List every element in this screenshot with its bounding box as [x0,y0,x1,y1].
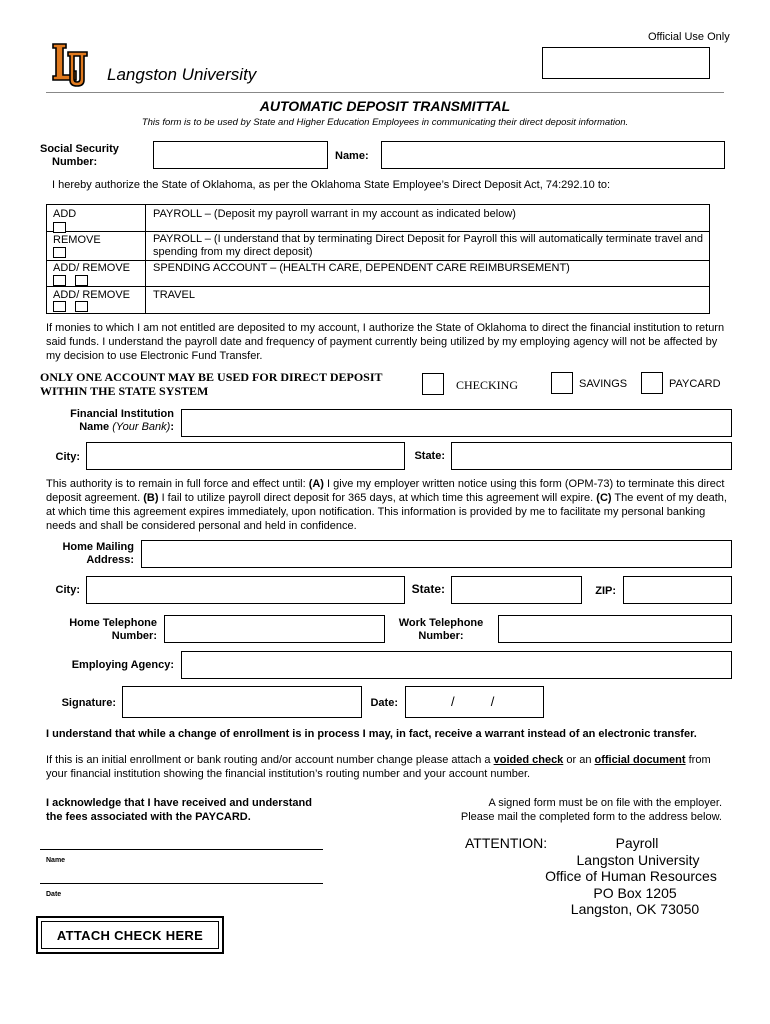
employing-agency-field[interactable] [181,651,732,679]
logo-mark [50,42,90,88]
signed-form-line-1: A signed form must be on file with the employer. [488,797,722,809]
form-subtitle: This form is to be used by State and Higher Education Employees in communicating their direct deposit information. [141,117,629,128]
checkbox-add-spending[interactable] [53,275,66,286]
home-tel-label-1: Home Telephone [69,617,157,629]
attention-label: ATTENTION: [465,835,548,851]
address-line-university: Langston University [576,851,700,868]
home-state-field[interactable] [451,576,582,604]
address-line-city: Langston, OK 73050 [570,901,700,917]
ack-name-line[interactable] [40,849,323,850]
enrollment-notice: I understand that while a change of enrollment is in process I may, in fact, receive a warrant instead of an electronic transfer. [46,728,697,740]
authority-text [46,477,730,533]
option-desc-payroll-add: PAYROLL – (Deposit my payroll warrant in my account as indicated below) [153,208,516,220]
checkbox-add-travel[interactable] [53,301,66,312]
option-desc-payroll-remove: PAYROLL – (I understand that by terminating Direct Deposit for Payroll this will automatically terminate travel and spending from my direct deposit) [153,233,704,258]
signature-label: Signature: [61,697,116,709]
bank-state-field[interactable] [451,442,732,470]
home-city-field[interactable] [86,576,405,604]
home-mailing-label-1: Home Mailing [62,541,134,553]
option-desc-travel: TRAVEL [153,289,195,301]
official-use-label: Official Use Only [648,31,730,43]
ssn-label-2: Number: [52,156,98,168]
monies-text: If monies to which I am not entitled are deposited to my account, I authorize the State of Oklahoma to direct the financial institution to return said funds. I understand the payroll date and frequency of payment currently being utilized by my employing agency will not be affected by my decision to use Electronic Fund Transfer. [46,322,725,362]
option-action-spending: ADD/ REMOVE [53,262,131,274]
financial-institution-field[interactable] [181,409,732,437]
option-action-travel: ADD/ REMOVE [53,289,131,301]
bank-city-label: City: [55,451,80,463]
option-action-remove: REMOVE [53,234,101,246]
option-action-add: ADD [53,208,77,220]
university-logo [50,42,90,88]
bank-city-field[interactable] [86,442,405,470]
name-label: Name: [335,150,369,162]
authority-p3: I fail to utilize payroll direct deposit for 365 days, at which time this agreement will expire. [158,492,597,504]
address-line-pobox: PO Box 1205 [593,884,677,901]
fin-label-your-bank: (Your Bank) [112,421,171,433]
home-city-label: City: [55,584,80,596]
fin-label-1: Financial Institution [70,408,174,420]
official-use-box [542,47,710,79]
checking-label: CHECKING [456,378,518,392]
zip-field[interactable] [623,576,732,604]
ack-line-2: the fees associated with the PAYCARD. [46,811,251,823]
checkbox-add-payroll[interactable] [53,222,66,233]
ack-date-line[interactable] [40,883,323,884]
initial-p1: If this is an initial enrollment or bank routing and/or account number change please attach a [46,754,494,766]
official-document-text: official document [594,754,686,766]
address-block [540,835,722,918]
savings-label: SAVINGS [579,378,628,390]
authority-c: (C) [596,492,612,504]
table-divider-h1 [47,231,709,232]
fin-label-colon: : [170,421,174,433]
home-address-field[interactable] [141,540,732,568]
home-mailing-label-2: Address: [86,554,134,566]
paycard-label: PAYCARD [669,378,721,390]
checkbox-remove-travel[interactable] [75,301,88,312]
fin-label-2 [40,421,174,434]
ack-name-caption: Name [46,857,66,864]
header-rule [46,92,724,93]
options-table [46,204,710,314]
work-tel-label-1: Work Telephone [398,617,484,629]
ssn-field[interactable] [153,141,328,169]
name-field[interactable] [381,141,725,169]
attach-check-box [36,916,224,954]
option-desc-spending: SPENDING ACCOUNT – (HEALTH CARE, DEPENDENT CARE REIMBURSEMENT) [153,262,570,274]
bank-state-label: State: [414,450,445,462]
date-label: Date: [370,697,398,709]
date-separators: / / [451,694,495,709]
authority-b: (B) [143,492,159,504]
address-line-payroll: Payroll [615,835,659,851]
work-telephone-field[interactable] [498,615,732,643]
initial-p2: or an [563,754,595,766]
voided-check-text: voided check [493,754,564,766]
initial-p3: from your financial institution showing the financial institution’s routing number and your account number. [46,754,711,780]
home-tel-label-2: Number: [111,630,157,642]
authority-p4: The event of my death, at which time this agreement expires immediately, upon notification. This information is provided by me to facilitate my personal banking needs and shall be considered personal and held in confidence. [46,492,727,532]
signature-field[interactable] [122,686,362,718]
table-divider-h3 [47,286,709,287]
home-telephone-field[interactable] [164,615,385,643]
form-title: AUTOMATIC DEPOSIT TRANSMITTAL [259,98,511,114]
address-line-office: Office of Human Resources [545,868,717,884]
attach-check-label: ATTACH CHECK HERE [56,927,204,943]
ack-line-1: I acknowledge that I have received and understand [46,797,312,809]
checkbox-remove-payroll[interactable] [53,247,66,258]
work-tel-label-2: Number: [418,630,464,642]
checking-checkbox[interactable] [422,373,444,395]
ack-date-caption: Date [46,891,62,898]
one-account-line-1: ONLY ONE ACCOUNT MAY BE USED FOR DIRECT DEPOSIT [40,370,383,384]
authorize-text: I hereby authorize the State of Oklahoma, as per the Oklahoma State Employee’s Direct Deposit Act, 74:292.10 to: [52,179,611,191]
initial-enrollment-text [46,753,730,781]
ssn-label-1: Social Security [40,143,119,155]
home-state-label: State: [411,582,445,596]
authority-a: (A) [308,478,324,490]
authority-p1: This authority is to remain in full force and effect until: [46,478,309,490]
table-divider-v [145,205,146,313]
university-name: Langston University [107,65,257,84]
signed-form-line-2: Please mail the completed form to the address below. [460,811,722,823]
fin-label-name: Name [79,421,113,433]
zip-label: ZIP: [595,585,616,597]
paycard-checkbox[interactable] [641,372,663,394]
checkbox-remove-spending[interactable] [75,275,88,286]
employing-agency-label: Employing Agency: [71,659,174,671]
savings-checkbox[interactable] [551,372,573,394]
authority-p2: I give my employer written notice using this form (OPM-73) to terminate this direct deposit agreement. [46,478,725,504]
attach-check-inner [41,921,219,949]
one-account-line-2: WITHIN THE STATE SYSTEM [40,384,209,398]
